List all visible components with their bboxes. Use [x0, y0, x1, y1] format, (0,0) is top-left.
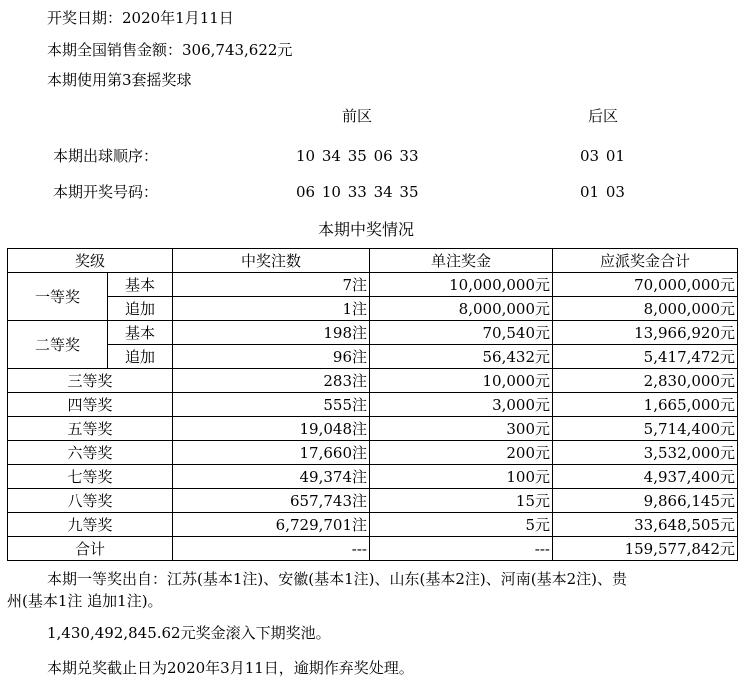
- header-prize: 单注奖金: [370, 249, 553, 273]
- total-prize: 3,532,000元: [553, 441, 738, 465]
- front-zone-label: 前区: [342, 107, 373, 125]
- table-row: [8, 273, 738, 297]
- total-prize: 2,830,000元: [553, 369, 738, 393]
- ball-set: 本期使用第3套摇奖球: [47, 71, 192, 89]
- total-unit-prize: ---: [370, 537, 553, 561]
- winning-back: 01 03: [580, 183, 625, 201]
- sales-amount: 本期全国销售金额：306,743,622元: [47, 41, 293, 59]
- total-prize: 4,937,400元: [553, 465, 738, 489]
- win-count: 555注: [173, 393, 370, 417]
- table-row: [8, 345, 738, 369]
- unit-prize: 300元: [370, 417, 553, 441]
- level-name: 八等奖: [8, 489, 173, 513]
- table-row: [8, 489, 738, 513]
- winning-front: 06 10 33 34 35: [296, 183, 419, 201]
- total-prize: 13,966,920元: [553, 321, 738, 345]
- total-prize: 5,714,400元: [553, 417, 738, 441]
- level-name: 一等奖: [8, 273, 108, 321]
- win-count: 198注: [173, 321, 370, 345]
- first-prize-origin-line2: 州(基本1注 追加1注)。: [7, 592, 163, 610]
- header-level: 奖级: [8, 249, 173, 273]
- draw-date: 开奖日期：2020年1月11日: [47, 9, 234, 27]
- level-type: 追加: [108, 345, 173, 369]
- total-prize: 8,000,000元: [553, 297, 738, 321]
- unit-prize: 10,000,000元: [370, 273, 553, 297]
- total-prize: 70,000,000元: [553, 273, 738, 297]
- level-name: 五等奖: [8, 417, 173, 441]
- table-title: 本期中奖情况: [318, 220, 415, 239]
- win-count: 657,743注: [173, 489, 370, 513]
- level-type: 基本: [108, 273, 173, 297]
- unit-prize: 15元: [370, 489, 553, 513]
- level-type: 追加: [108, 297, 173, 321]
- table-row: [8, 465, 738, 489]
- level-name: 七等奖: [8, 465, 173, 489]
- draw-order-front: 10 34 35 06 33: [296, 147, 419, 165]
- win-count: 7注: [173, 273, 370, 297]
- unit-prize: 200元: [370, 441, 553, 465]
- deadline-note: 本期兑奖截止日为2020年3月11日，逾期作弃奖处理。: [47, 659, 414, 677]
- unit-prize: 10,000元: [370, 369, 553, 393]
- table-row: [8, 297, 738, 321]
- header-count: 中奖注数: [173, 249, 370, 273]
- winning-numbers-label: 本期开奖号码：: [53, 183, 159, 201]
- total-label: 合计: [8, 537, 173, 561]
- table-row: [8, 393, 738, 417]
- level-type: 基本: [108, 321, 173, 345]
- unit-prize: 56,432元: [370, 345, 553, 369]
- level-name: 二等奖: [8, 321, 108, 369]
- table-row: [8, 417, 738, 441]
- win-count: 283注: [173, 369, 370, 393]
- table-total-row: [8, 537, 738, 561]
- win-count: 19,048注: [173, 417, 370, 441]
- win-count: 1注: [173, 297, 370, 321]
- draw-order-back: 03 01: [580, 147, 625, 165]
- total-count: ---: [173, 537, 370, 561]
- table-header-row: [8, 249, 738, 273]
- table-row: [8, 513, 738, 537]
- win-count: 17,660注: [173, 441, 370, 465]
- unit-prize: 100元: [370, 465, 553, 489]
- level-name: 六等奖: [8, 441, 173, 465]
- unit-prize: 8,000,000元: [370, 297, 553, 321]
- win-count: 96注: [173, 345, 370, 369]
- table-row: [8, 369, 738, 393]
- win-count: 6,729,701注: [173, 513, 370, 537]
- unit-prize: 5元: [370, 513, 553, 537]
- total-prize: 33,648,505元: [553, 513, 738, 537]
- total-prize: 9,866,145元: [553, 489, 738, 513]
- total-prize: 1,665,000元: [553, 393, 738, 417]
- table-row: [8, 441, 738, 465]
- unit-prize: 3,000元: [370, 393, 553, 417]
- prize-table: [7, 248, 738, 561]
- level-name: 九等奖: [8, 513, 173, 537]
- first-prize-origin-line1: 本期一等奖出自：江苏(基本1注)、安徽(基本1注)、山东(基本2注)、河南(基本2注)、贵: [47, 570, 627, 588]
- rollover-note: 1,430,492,845.62元奖金滚入下期奖池。: [47, 624, 331, 642]
- draw-order-label: 本期出球顺序：: [53, 147, 159, 165]
- unit-prize: 70,540元: [370, 321, 553, 345]
- level-name: 三等奖: [8, 369, 173, 393]
- header-total: 应派奖金合计: [553, 249, 738, 273]
- back-zone-label: 后区: [588, 107, 619, 125]
- total-prize: 5,417,472元: [553, 345, 738, 369]
- table-row: [8, 321, 738, 345]
- win-count: 49,374注: [173, 465, 370, 489]
- grand-total: 159,577,842元: [553, 537, 738, 561]
- level-name: 四等奖: [8, 393, 173, 417]
